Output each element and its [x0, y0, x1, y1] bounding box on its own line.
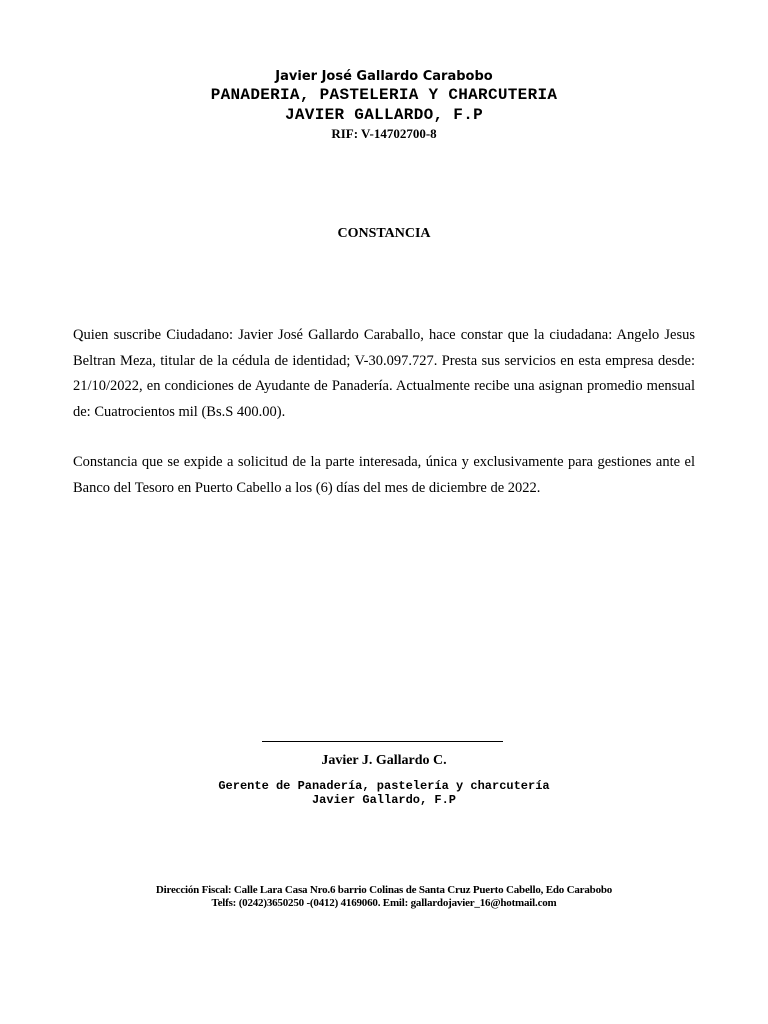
signatory-title: Gerente de Panadería, pastelería y charcutería: [218, 779, 550, 793]
header-owner-name: Javier José Gallardo Carabobo: [275, 69, 493, 84]
signatory-company: Javier Gallardo, F.P: [311, 793, 457, 807]
body-paragraph-1: Quien suscribe Ciudadano: Javier José Gallardo Caraballo, hace constar que la ciudadana: Angelo Jesus Beltran Meza, titular de la cédula de identidad; V-30.097.727. Presta sus servicios en esta empresa desde: 21/10/2022, en condiciones de Ayudante de Panadería. Actualmente recibe una asignan promedio mensual de: Cuatrocientos mil (Bs.S 400.00).: [73, 327, 695, 420]
header-business-name-2: JAVIER GALLARDO, F.P: [284, 106, 484, 124]
footer-contact: Telfs: (0242)3650250 -(0412) 4169060. Emil: gallardojavier_16@hotmail.com: [211, 897, 557, 909]
header-business-name: PANADERIA, PASTELERIA Y CHARCUTERIA: [210, 86, 558, 104]
signature-line: [262, 741, 503, 742]
signatory-name: Javier J. Gallardo C.: [321, 753, 447, 768]
document-title: CONSTANCIA: [337, 226, 431, 241]
header-rif: RIF: V-14702700-8: [331, 126, 437, 141]
body-paragraph-2: Constancia que se expide a solicitud de la parte interesada, única y exclusivamente para gestiones ante el Banco del Tesoro en Puerto Cabello a los (6) días del mes de diciembre de 2022.: [73, 454, 695, 496]
footer-address: Dirección Fiscal: Calle Lara Casa Nro.6 barrio Colinas de Santa Cruz Puerto Cabello, Edo Carabobo: [155, 884, 613, 896]
